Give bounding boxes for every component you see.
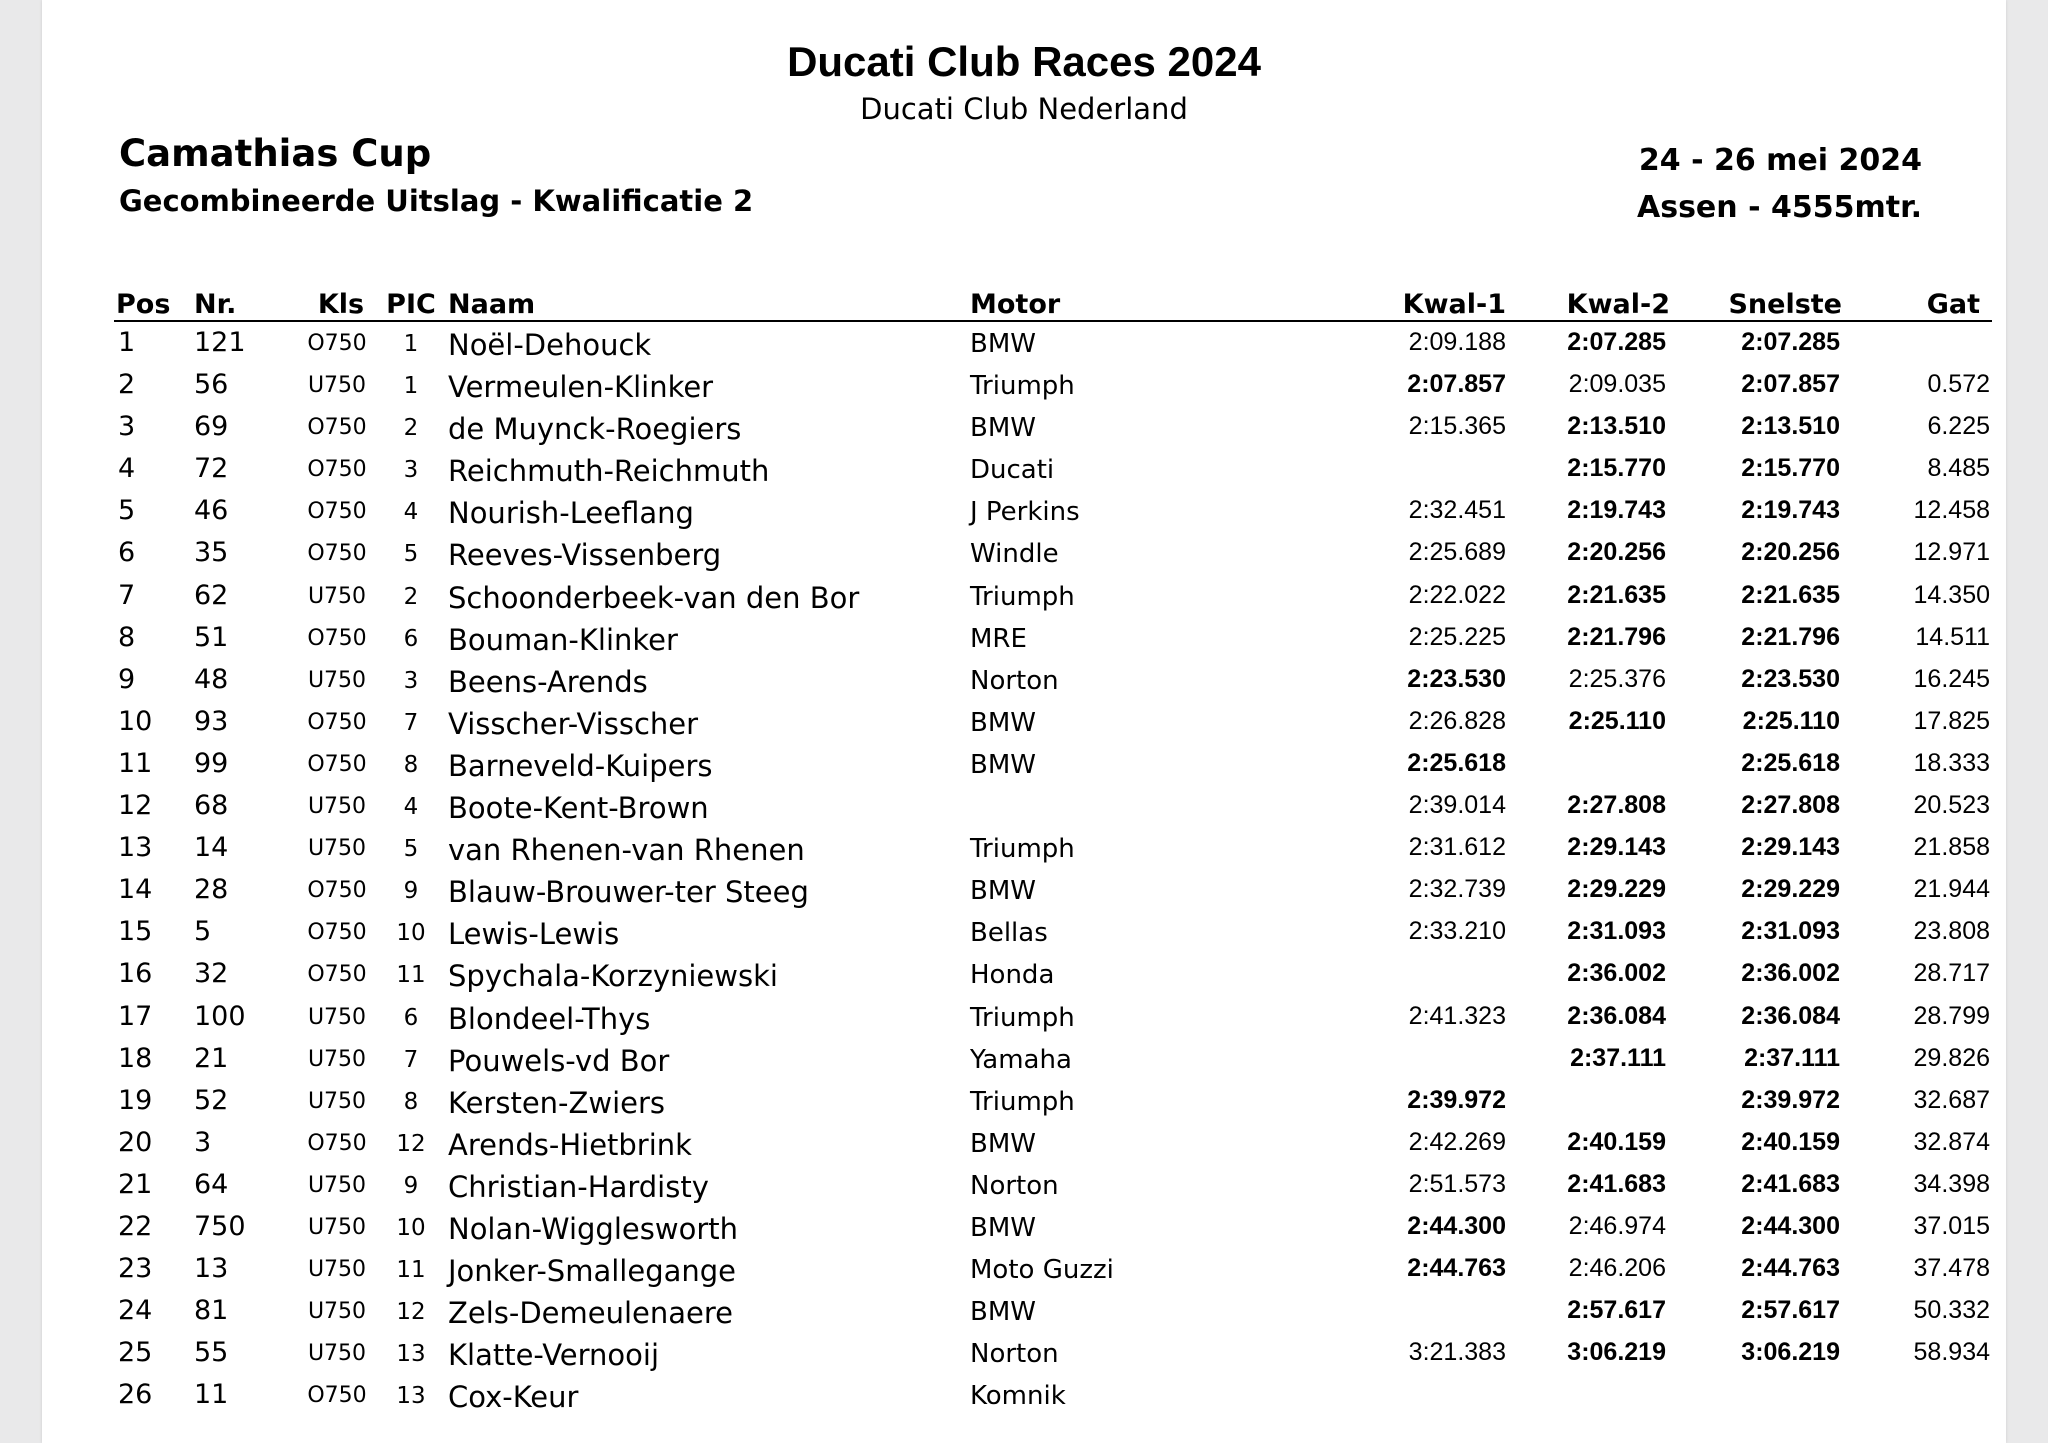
cell-pos: 10 <box>118 705 153 737</box>
cell-snelste: 2:41.683 <box>1741 1169 1840 1198</box>
cell-pic: 1 <box>403 331 419 357</box>
cell-pic: 8 <box>403 751 419 778</box>
cell-gat: 8.485 <box>1927 454 1990 483</box>
cell-kwal1: 2:33.210 <box>1408 917 1506 946</box>
header-kls: Kls <box>317 289 365 320</box>
cell-snelste: 2:21.635 <box>1741 580 1840 609</box>
cell-snelste: 2:31.093 <box>1741 917 1840 946</box>
header-kwal1: Kwal-1 <box>1402 289 1506 320</box>
cell-motor: Bellas <box>970 918 1048 949</box>
cell-motor: Windle <box>970 539 1059 570</box>
cell-snelste: 2:27.808 <box>1741 791 1840 820</box>
cell-kls: U750 <box>307 1341 367 1367</box>
cell-gat: 0.572 <box>1927 370 1990 399</box>
cell-snelste: 2:23.530 <box>1741 664 1840 693</box>
cell-pic: 13 <box>396 1341 426 1368</box>
cell-nr: 35 <box>194 537 229 569</box>
table-row <box>114 662 1992 704</box>
table-row <box>114 704 1992 746</box>
table-row <box>114 367 1992 409</box>
cell-snelste: 2:15.770 <box>1741 454 1840 483</box>
cell-kls: O750 <box>307 499 367 525</box>
cell-motor: Triumph <box>970 371 1075 402</box>
cell-pos: 4 <box>118 453 136 485</box>
cell-kwal1: 2:44.300 <box>1407 1211 1506 1240</box>
cell-naam: Spychala-Korzyniewski <box>448 959 778 994</box>
table-row <box>114 1377 1992 1419</box>
cell-pic: 11 <box>396 962 426 989</box>
cell-pic: 11 <box>396 1257 426 1284</box>
cell-snelste: 2:29.143 <box>1741 833 1840 862</box>
cell-snelste: 2:25.618 <box>1741 748 1840 777</box>
cell-kls: U750 <box>307 1088 367 1114</box>
cell-pos: 23 <box>118 1253 153 1285</box>
table-row <box>114 1293 1992 1335</box>
cell-kwal2: 2:27.808 <box>1567 791 1666 820</box>
cell-naam: Christian-Hardisty <box>448 1169 709 1204</box>
cell-naam: Reichmuth-Reichmuth <box>448 454 770 489</box>
cell-snelste: 2:21.796 <box>1741 622 1840 651</box>
cell-pic: 6 <box>403 625 419 652</box>
cell-kls: O750 <box>307 878 367 904</box>
cell-kls: O750 <box>307 625 367 651</box>
cell-naam: van Rhenen-van Rhenen <box>448 833 805 868</box>
cell-motor: Triumph <box>970 834 1075 865</box>
cell-kwal2: 2:25.376 <box>1568 664 1666 693</box>
cell-pos: 12 <box>118 790 153 822</box>
cell-kwal2: 2:19.743 <box>1567 496 1666 525</box>
cell-naam: Pouwels-vd Bor <box>448 1043 670 1078</box>
cell-motor: MRE <box>970 623 1027 654</box>
cell-motor: BMW <box>970 876 1036 907</box>
cell-kwal1: 2:41.323 <box>1408 1001 1506 1030</box>
cell-kls: O750 <box>307 1383 367 1409</box>
table-row <box>114 578 1992 620</box>
cell-kwal1: 2:32.451 <box>1408 496 1506 525</box>
cell-nr: 11 <box>194 1379 229 1411</box>
cell-gat: 21.858 <box>1913 833 1990 862</box>
page-title: Ducati Club Races 2024 <box>787 38 1261 85</box>
cell-kls: U750 <box>307 1004 367 1030</box>
results-page <box>42 0 2006 1443</box>
cell-pos: 11 <box>118 747 153 779</box>
cell-pos: 22 <box>118 1210 153 1242</box>
cell-gat: 18.333 <box>1913 748 1990 777</box>
cell-kls: U750 <box>307 1299 367 1325</box>
cell-kwal2: 2:21.635 <box>1567 580 1666 609</box>
cell-snelste: 2:25.110 <box>1742 706 1840 735</box>
cell-snelste: 2:40.159 <box>1741 1127 1840 1156</box>
cell-naam: Nolan-Wigglesworth <box>448 1211 738 1246</box>
cell-kls: O750 <box>307 751 367 777</box>
header-motor: Motor <box>970 289 1061 320</box>
cell-motor: J Perkins <box>970 497 1080 528</box>
cell-nr: 64 <box>194 1168 229 1200</box>
cell-pos: 15 <box>118 916 153 948</box>
cell-kwal2: 2:46.206 <box>1568 1254 1666 1283</box>
cell-motor: Komnik <box>970 1381 1066 1412</box>
venue: Assen - 4555mtr. <box>1637 190 1922 225</box>
cell-kls: U750 <box>307 583 367 609</box>
cell-nr: 72 <box>194 453 229 485</box>
cell-gat: 20.523 <box>1913 791 1990 820</box>
table-header <box>114 290 1992 322</box>
cell-pos: 2 <box>118 369 136 401</box>
cell-kls: O750 <box>307 962 367 988</box>
cell-pos: 1 <box>118 327 136 358</box>
cell-pos: 16 <box>118 958 153 990</box>
results-table-body <box>114 325 1992 1419</box>
cell-kwal2: 2:25.110 <box>1568 706 1666 735</box>
cell-kls: U750 <box>307 1214 367 1240</box>
cell-naam: Cox-Keur <box>448 1380 579 1415</box>
cell-pos: 8 <box>118 621 136 653</box>
cell-naam: Reeves-Vissenberg <box>448 538 722 573</box>
cell-kwal2: 2:40.159 <box>1567 1127 1666 1156</box>
cell-kwal1: 2:07.857 <box>1407 370 1506 399</box>
cell-kls: O750 <box>307 457 367 483</box>
cell-nr: 55 <box>194 1337 229 1369</box>
cell-kwal1: 2:09.188 <box>1408 328 1506 356</box>
cell-gat: 37.015 <box>1913 1211 1990 1240</box>
cell-kls: O750 <box>307 920 367 946</box>
cell-kwal1: 2:15.365 <box>1408 412 1506 441</box>
cell-kwal1: 2:32.739 <box>1408 875 1506 904</box>
cell-snelste: 2:07.285 <box>1741 328 1840 356</box>
cell-pos: 21 <box>118 1168 153 1200</box>
cell-motor: BMW <box>970 1212 1036 1243</box>
cell-nr: 750 <box>194 1210 246 1242</box>
organizer-name: Ducati Club Nederland <box>860 92 1188 126</box>
cell-kwal2: 2:36.002 <box>1567 959 1666 988</box>
cell-pic: 7 <box>403 709 419 736</box>
cell-naam: de Muynck-Roegiers <box>448 412 742 447</box>
cell-naam: Noël-Dehouck <box>448 328 652 362</box>
cell-kwal1: 2:39.014 <box>1408 791 1506 820</box>
cell-motor: BMW <box>970 707 1036 738</box>
cell-gat: 14.350 <box>1913 580 1990 609</box>
cell-snelste: 2:29.229 <box>1741 875 1840 904</box>
table-row <box>114 788 1992 830</box>
cell-kwal1: 2:25.689 <box>1408 538 1506 567</box>
session-name: Gecombineerde Uitslag - Kwalificatie 2 <box>119 184 754 218</box>
cell-nr: 93 <box>194 705 229 737</box>
header-kwal2: Kwal-2 <box>1566 289 1670 320</box>
cell-nr: 32 <box>194 958 229 990</box>
cell-gat: 37.478 <box>1913 1254 1990 1283</box>
cell-naam: Jonker-Smallegange <box>448 1254 737 1289</box>
cell-pic: 5 <box>403 541 419 568</box>
cell-nr: 13 <box>194 1253 229 1285</box>
cell-nr: 14 <box>194 832 229 864</box>
cell-pos: 3 <box>118 411 136 443</box>
cell-pic: 10 <box>396 1214 426 1241</box>
cell-nr: 69 <box>194 411 229 443</box>
table-row <box>114 830 1992 872</box>
cell-pic: 13 <box>396 1383 426 1410</box>
cell-pos: 5 <box>118 495 136 527</box>
cell-nr: 51 <box>194 621 229 653</box>
cell-motor: Triumph <box>970 1002 1075 1033</box>
cell-pos: 18 <box>118 1042 153 1074</box>
cell-naam: Visscher-Visscher <box>448 706 699 741</box>
cell-motor: Moto Guzzi <box>970 1255 1114 1286</box>
cell-motor: Triumph <box>970 1086 1075 1117</box>
cell-naam: Vermeulen-Klinker <box>448 370 714 405</box>
cell-kwal1: 2:25.618 <box>1407 748 1506 777</box>
cell-motor: Ducati <box>970 455 1055 486</box>
cell-gat: 28.799 <box>1913 1001 1990 1030</box>
cell-pos: 24 <box>118 1295 153 1327</box>
cell-kwal2: 2:41.683 <box>1567 1169 1666 1198</box>
cell-pos: 25 <box>118 1337 153 1369</box>
cell-gat: 21.944 <box>1913 875 1990 904</box>
cell-motor: Triumph <box>970 581 1075 612</box>
cell-motor: Yamaha <box>970 1044 1072 1075</box>
cell-kwal2: 2:21.796 <box>1567 622 1666 651</box>
cell-pic: 8 <box>403 1088 419 1115</box>
table-row <box>114 956 1992 998</box>
cell-kwal1: 2:42.269 <box>1408 1127 1506 1156</box>
cell-naam: Nourish-Leeflang <box>448 496 694 531</box>
cell-kls: U750 <box>307 836 367 862</box>
cell-pic: 9 <box>403 878 419 905</box>
cell-pos: 19 <box>118 1084 153 1116</box>
cell-nr: 99 <box>194 747 229 779</box>
cell-gat: 23.808 <box>1913 917 1990 946</box>
cell-gat: 12.971 <box>1913 538 1990 567</box>
cell-motor: BMW <box>970 1297 1036 1328</box>
cell-kwal2: 2:13.510 <box>1567 412 1666 441</box>
cell-pic: 2 <box>403 583 419 610</box>
cell-kls: U750 <box>307 1257 367 1283</box>
cell-kwal2: 2:15.770 <box>1567 454 1666 483</box>
cell-gat: 50.332 <box>1913 1296 1990 1325</box>
cell-kwal2: 2:31.093 <box>1567 917 1666 946</box>
cell-gat: 14.511 <box>1915 622 1990 651</box>
table-row <box>114 451 1992 493</box>
cell-kwal2: 3:06.219 <box>1567 1338 1666 1367</box>
cell-nr: 56 <box>194 369 229 401</box>
cell-gat: 17.825 <box>1913 706 1990 735</box>
cell-pic: 5 <box>403 836 419 863</box>
cell-kwal1: 2:22.022 <box>1408 580 1506 609</box>
cell-motor: BMW <box>970 413 1036 444</box>
cell-kwal1: 2:26.828 <box>1408 706 1506 735</box>
cell-snelste: 2:39.972 <box>1741 1085 1840 1114</box>
cell-kwal2: 2:07.285 <box>1567 328 1666 356</box>
cell-naam: Blauw-Brouwer-ter Steeg <box>448 875 809 910</box>
cell-pic: 4 <box>403 499 419 526</box>
cell-kwal2: 2:20.256 <box>1567 538 1666 567</box>
cell-naam: Boote-Kent-Brown <box>448 791 709 826</box>
cell-pic: 12 <box>396 1299 426 1326</box>
cell-snelste: 2:36.084 <box>1741 1001 1840 1030</box>
cell-snelste: 2:44.763 <box>1741 1254 1840 1283</box>
cell-motor: Honda <box>970 960 1055 991</box>
cell-naam: Kersten-Zwiers <box>448 1085 666 1120</box>
cell-nr: 5 <box>194 916 212 948</box>
cell-kls: O750 <box>307 415 367 441</box>
cell-gat: 16.245 <box>1913 664 1990 693</box>
cell-gat: 34.398 <box>1913 1169 1990 1198</box>
cell-nr: 48 <box>194 663 229 695</box>
table-row <box>114 1083 1992 1125</box>
cell-snelste: 2:19.743 <box>1741 496 1840 525</box>
cell-pic: 6 <box>403 1004 419 1031</box>
cell-nr: 68 <box>194 790 229 822</box>
cell-snelste: 2:20.256 <box>1741 538 1840 567</box>
cell-naam: Beens-Arends <box>448 664 648 699</box>
cell-kls: O750 <box>307 541 367 567</box>
header-gat: Gat <box>1926 289 1980 320</box>
cell-kwal1: 2:44.763 <box>1407 1254 1506 1283</box>
cell-naam: Blondeel-Thys <box>448 1001 651 1036</box>
cell-kls: U750 <box>307 1172 367 1198</box>
cell-nr: 52 <box>194 1084 229 1116</box>
table-row <box>114 1251 1992 1293</box>
cell-naam: Arends-Hietbrink <box>448 1127 692 1162</box>
cell-snelste: 2:36.002 <box>1741 959 1840 988</box>
cell-snelste: 2:37.111 <box>1744 1043 1840 1072</box>
cell-motor: Norton <box>970 665 1059 696</box>
cell-nr: 100 <box>194 1000 246 1032</box>
cell-naam: Bouman-Klinker <box>448 622 678 657</box>
cell-snelste: 2:57.617 <box>1741 1296 1840 1325</box>
cell-kwal1: 2:51.573 <box>1408 1169 1506 1198</box>
cell-kwal2: 2:29.143 <box>1567 833 1666 862</box>
header-naam: Naam <box>448 289 536 320</box>
cell-nr: 81 <box>194 1295 229 1327</box>
header-nr: Nr. <box>194 289 237 320</box>
cell-kwal1: 2:25.225 <box>1408 622 1506 651</box>
cell-kwal1: 3:21.383 <box>1408 1338 1506 1367</box>
cell-snelste: 3:06.219 <box>1741 1338 1840 1367</box>
cell-gat: 29.826 <box>1913 1043 1990 1072</box>
table-row <box>114 1335 1992 1377</box>
cell-pic: 1 <box>403 373 419 400</box>
table-row <box>114 914 1992 956</box>
cell-gat: 6.225 <box>1927 412 1990 441</box>
cell-kwal1: 2:31.612 <box>1408 833 1506 862</box>
cell-kls: U750 <box>307 373 367 399</box>
cell-pos: 7 <box>118 579 136 611</box>
cell-snelste: 2:07.857 <box>1741 370 1840 399</box>
cell-motor: BMW <box>970 749 1036 780</box>
cell-kwal1: 2:23.530 <box>1407 664 1506 693</box>
table-row <box>114 493 1992 535</box>
cell-naam: Barneveld-Kuipers <box>448 748 713 783</box>
cell-nr: 28 <box>194 874 229 906</box>
cell-snelste: 2:13.510 <box>1741 412 1840 441</box>
cell-pos: 6 <box>118 537 136 569</box>
cell-gat: 12.458 <box>1913 496 1990 525</box>
header-pic: PIC <box>386 289 436 320</box>
cell-pic: 12 <box>396 1130 426 1157</box>
table-row <box>114 620 1992 662</box>
cell-kls: U750 <box>307 1046 367 1072</box>
cell-gat: 32.687 <box>1913 1085 1990 1114</box>
table-row <box>114 872 1992 914</box>
cell-nr: 121 <box>194 327 246 358</box>
cell-pic: 4 <box>403 794 419 821</box>
table-row <box>114 535 1992 577</box>
cell-pic: 3 <box>403 667 419 694</box>
table-row <box>114 409 1992 451</box>
cell-pic: 10 <box>396 920 426 947</box>
cell-kls: O750 <box>307 331 367 356</box>
header-snelste: Snelste <box>1728 289 1842 320</box>
cell-pic: 7 <box>403 1046 419 1073</box>
cell-naam: Zels-Demeulenaere <box>448 1296 734 1331</box>
cell-nr: 21 <box>194 1042 229 1074</box>
cup-name: Camathias Cup <box>119 132 432 175</box>
cell-pic: 3 <box>403 457 419 484</box>
cell-gat: 32.874 <box>1913 1127 1990 1156</box>
cell-snelste: 2:44.300 <box>1741 1211 1840 1240</box>
cell-naam: Schoonderbeek-van den Bor <box>448 580 860 615</box>
cell-pos: 20 <box>118 1126 153 1158</box>
table-row <box>114 1041 1992 1083</box>
cell-motor: BMW <box>970 1128 1036 1159</box>
cell-kwal2: 2:57.617 <box>1567 1296 1666 1325</box>
table-row <box>114 999 1992 1041</box>
cell-nr: 46 <box>194 495 229 527</box>
cell-pic: 2 <box>403 415 419 442</box>
cell-kls: U750 <box>307 667 367 693</box>
cell-pos: 14 <box>118 874 153 906</box>
cell-pos: 17 <box>118 1000 153 1032</box>
cell-gat: 28.717 <box>1913 959 1990 988</box>
table-row <box>114 1167 1992 1209</box>
table-row <box>114 746 1992 788</box>
cell-nr: 3 <box>194 1126 212 1158</box>
cell-naam: Lewis-Lewis <box>448 917 620 952</box>
cell-motor: BMW <box>970 329 1036 359</box>
cell-kls: U750 <box>307 794 367 820</box>
event-dates: 24 - 26 mei 2024 <box>1638 143 1922 178</box>
cell-kls: O750 <box>307 1130 367 1156</box>
table-row <box>114 325 1992 367</box>
cell-kwal2: 2:37.111 <box>1570 1043 1666 1072</box>
cell-pos: 26 <box>118 1379 153 1411</box>
cell-naam: Klatte-Vernooij <box>448 1338 660 1373</box>
cell-motor: Norton <box>970 1170 1059 1201</box>
cell-pic: 9 <box>403 1172 419 1199</box>
cell-pos: 9 <box>118 663 136 695</box>
cell-kwal2: 2:29.229 <box>1567 875 1666 904</box>
table-row <box>114 1125 1992 1167</box>
header-pos: Pos <box>116 289 171 320</box>
cell-motor: Norton <box>970 1339 1059 1370</box>
cell-kls: O750 <box>307 709 367 735</box>
cell-pos: 13 <box>118 832 153 864</box>
cell-kwal1: 2:39.972 <box>1407 1085 1506 1114</box>
table-row <box>114 1209 1992 1251</box>
cell-kwal2: 2:09.035 <box>1568 370 1666 399</box>
cell-nr: 62 <box>194 579 229 611</box>
cell-kwal2: 2:36.084 <box>1567 1001 1666 1030</box>
cell-gat: 58.934 <box>1913 1338 1990 1367</box>
cell-kwal2: 2:46.974 <box>1568 1211 1666 1240</box>
